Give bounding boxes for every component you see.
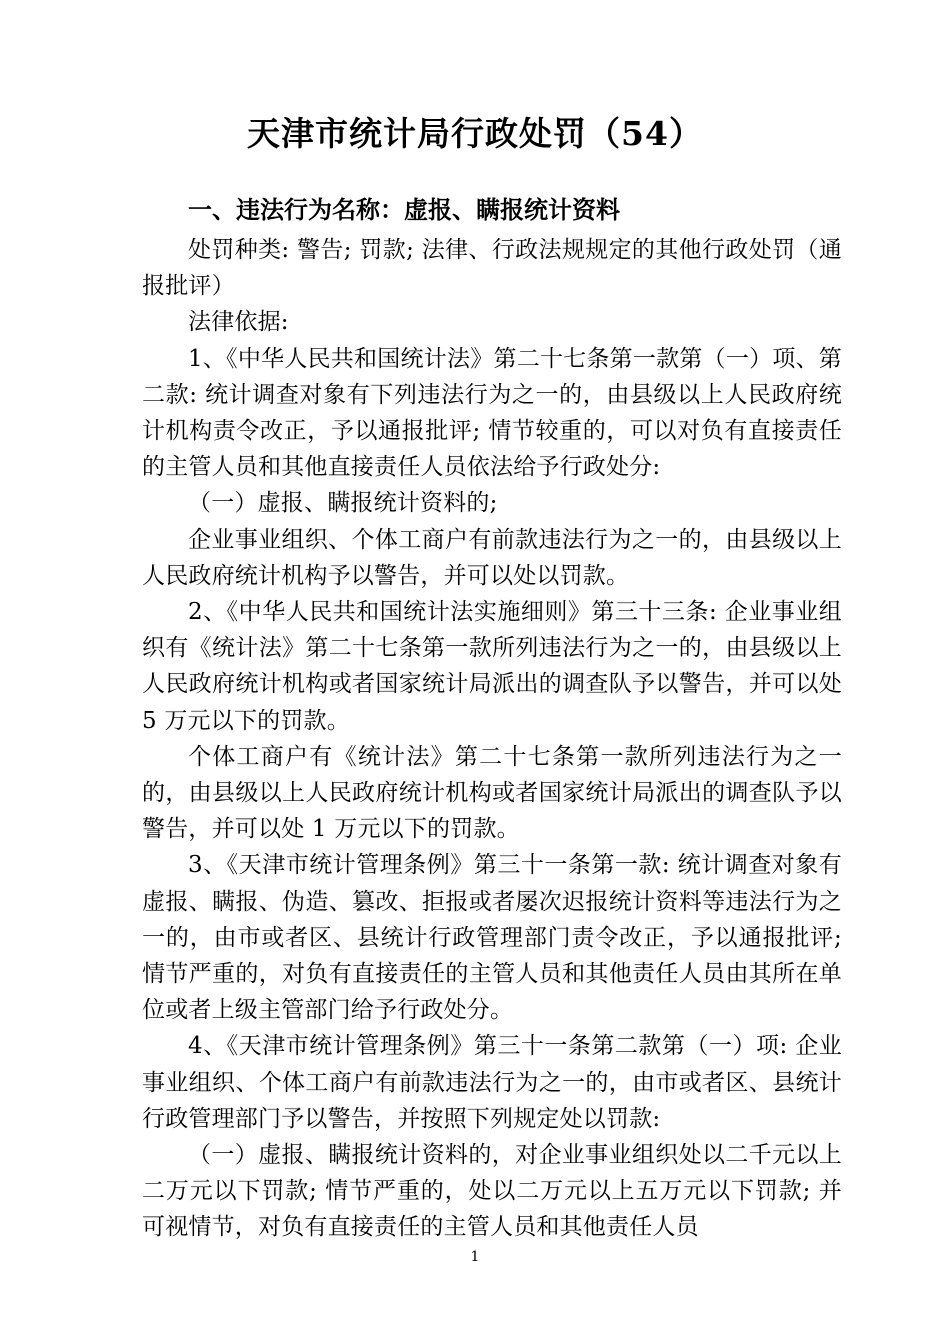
statute-3-paragraph: 3、《天津市统计管理条例》第三十一条第一款: 统计调查对象有虚报、瞒报、伪造、篡改、拒报或者屡次迟报统计资料等违法行为之一的，由市或者区、县统计行政管理部门责令改正，予以通报批评; 情节严重的，对负有直接责任的主管人员和其他责任人员由其所在单位或者上级主管部门给予行政处分。 [142,852,842,1024]
section-heading: 一、违法行为名称：虚报、瞒报统计资料 [188,195,620,224]
document-title: 天津市统计局行政处罚（54） [247,114,703,153]
statute-2-paragraph: 2、《中华人民共和国统计法实施细则》第三十三条: 企业事业组织有《统计法》第二十七条第一款所列违法行为之一的，由县级以上人民政府统计机构或者国家统计局派出的调查队予以警告，并可以处 5 万元以下的罚款。 [142,599,842,734]
penalty-types-paragraph: 处罚种类: 警告; 罚款; 法律、行政法规规定的其他行政处罚（通报批评） [142,237,842,300]
statute-2-clause-2: 个体工商户有《统计法》第二十七条第一款所列违法行为之一的，由县级以上人民政府统计机构或者国家统计局派出的调查队予以警告，并可以处 1 万元以下的罚款。 [142,743,842,843]
statute-4-item-1: （一）虚报、瞒报统计资料的，对企业事业组织处以二千元以上二万元以下罚款; 情节严重的，处以二万元以上五万元以下罚款; 并可视情节，对负有直接责任的主管人员和其他责任人员 [142,1142,842,1241]
statute-1-clause-2: 企业事业组织、个体工商户有前款违法行为之一的，由县级以上人民政府统计机构予以警告，并可以处以罚款。 [142,526,842,589]
statute-1-item-1: （一）虚报、瞒报统计资料的; [188,490,498,517]
legal-basis-label: 法律依据: [188,309,289,336]
statute-1-paragraph: 1、《中华人民共和国统计法》第二十七条第一款第（一）项、第二款: 统计调查对象有下列违法行为之一的，由县级以上人民政府统计机构责令改正，予以通报批评; 情节较重的，可以对负有直接责任的主管人员和其他直接责任人员依法给予行政处分: [142,345,842,481]
statute-4-paragraph: 4、《天津市统计管理条例》第三十一条第二款第（一）项: 企业事业组织、个体工商户有前款违法行为之一的，由市或者区、县统计行政管理部门予以警告，并按照下列规定处以罚款: [142,1033,842,1132]
document-body [142,188,842,1246]
page-number: 1 [470,1249,480,1265]
